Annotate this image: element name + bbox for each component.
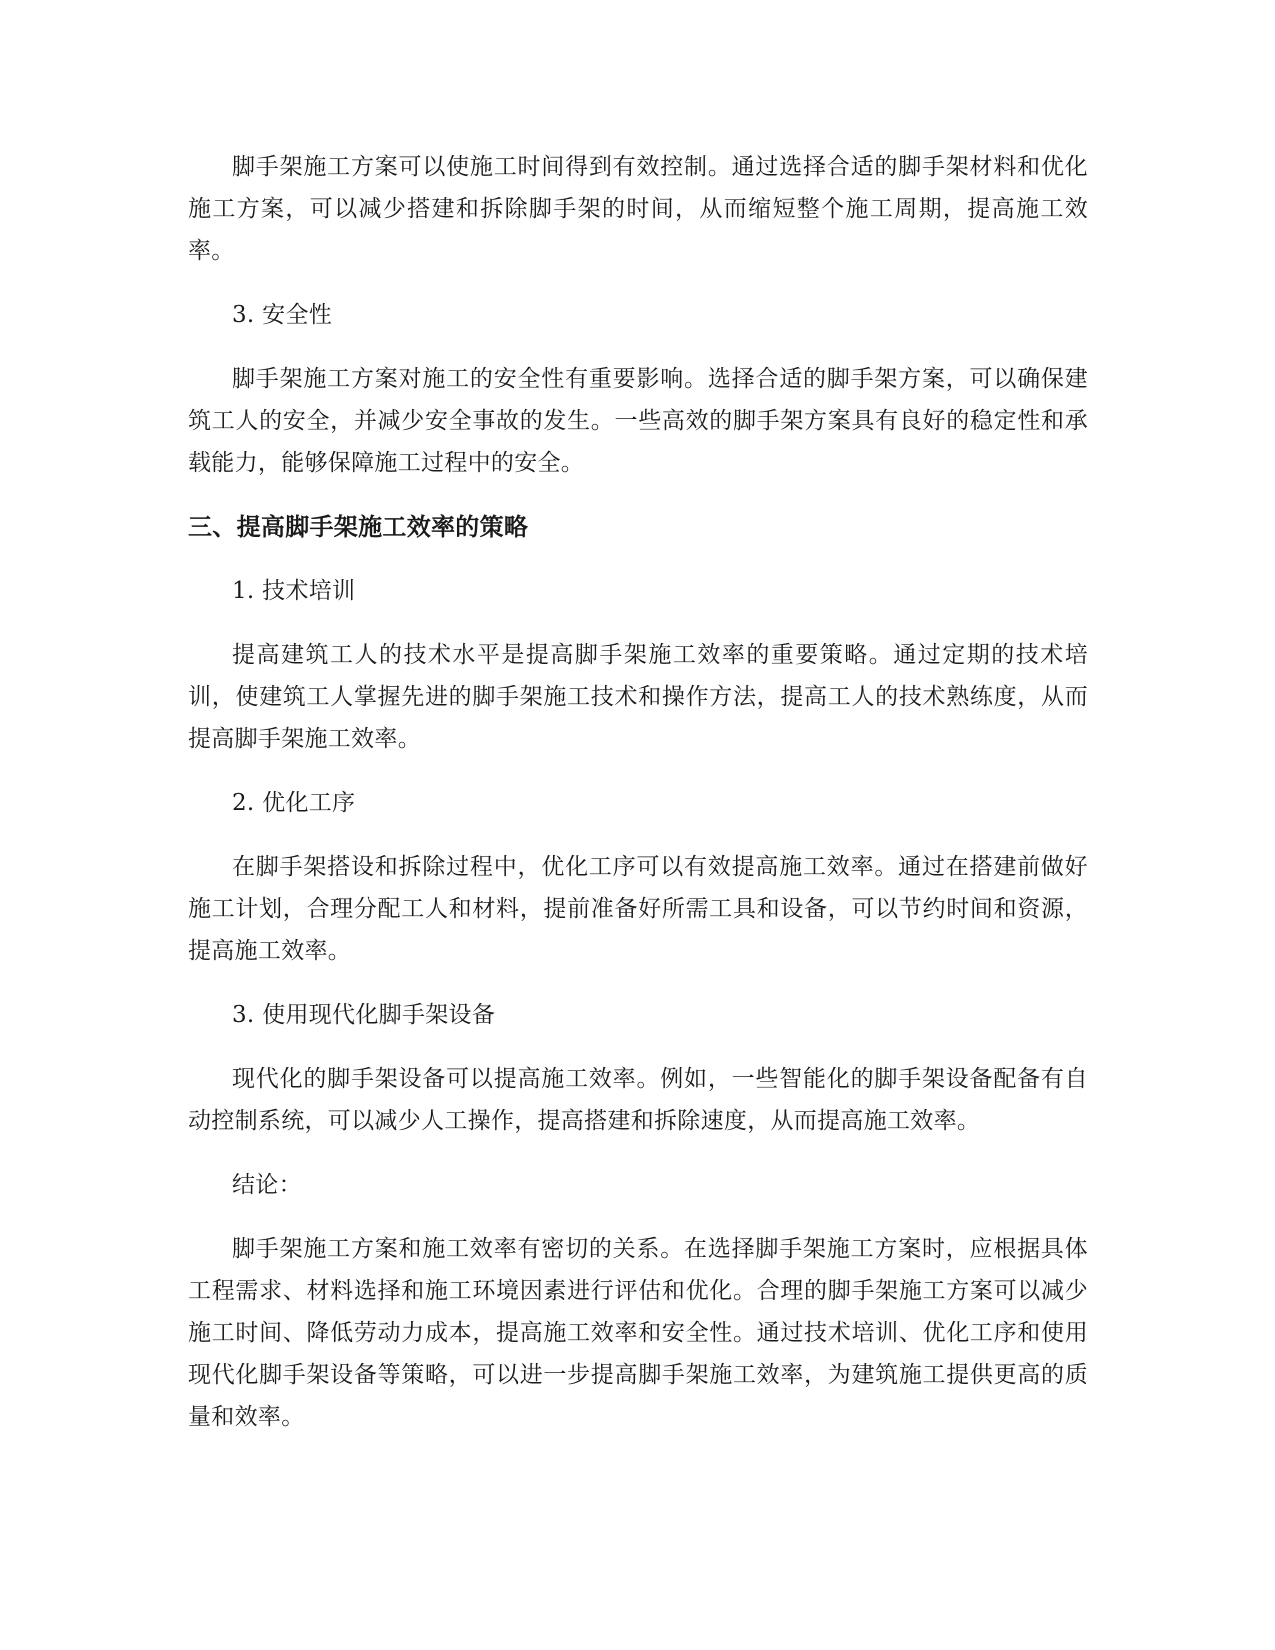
paragraph-process: 在脚手架搭设和拆除过程中，优化工序可以有效提高施工效率。通过在搭建前做好施工计划，合理分配工人和材料，提前准备好所需工具和设备，可以节约时间和资源，提高施工效率。 <box>188 854 1088 964</box>
paragraph-conclusion: 脚手架施工方案和施工效率有密切的关系。在选择脚手架施工方案时，应根据具体工程需求、材料选择和施工环境因素进行评估和优化。合理的脚手架施工方案可以减少施工时间、降低劳动力成本，提高施工效率和安全性。通过技术培训、优化工序和使用现代化脚手架设备等策略，可以进一步提高脚手架施工效率，为建筑施工提供更高的质量和效率。 <box>188 1236 1088 1430</box>
paragraph-time-control: 脚手架施工方案可以使施工时间得到有效控制。通过选择合适的脚手架材料和优化施工方案，可以减少搭建和拆除脚手架的时间，从而缩短整个施工周期，提高施工效率。 <box>188 154 1088 264</box>
paragraph-safety: 脚手架施工方案对施工的安全性有重要影响。选择合适的脚手架方案，可以确保建筑工人的安全，并减少安全事故的发生。一些高效的脚手架方案具有良好的稳定性和承载能力，能够保障施工过程中的安全。 <box>188 366 1088 476</box>
section-heading-strategies: 三、提高脚手架施工效率的策略 <box>188 513 529 541</box>
list-item-modern-equipment: 3. 使用现代化脚手架设备 <box>232 1002 496 1028</box>
document-body <box>188 146 1088 1460</box>
list-item-safety: 3. 安全性 <box>232 302 333 328</box>
paragraph-modern-equipment: 现代化的脚手架设备可以提高施工效率。例如，一些智能化的脚手架设备配备有自动控制系统，可以减少人工操作，提高搭建和拆除速度，从而提高施工效率。 <box>188 1066 1088 1134</box>
paragraph-training: 提高建筑工人的技术水平是提高脚手架施工效率的重要策略。通过定期的技术培训，使建筑工人掌握先进的脚手架施工技术和操作方法，提高工人的技术熟练度，从而提高脚手架施工效率。 <box>188 642 1088 752</box>
list-item-process: 2. 优化工序 <box>232 790 356 816</box>
conclusion-label: 结论： <box>232 1172 302 1198</box>
list-item-training: 1. 技术培训 <box>232 578 356 604</box>
